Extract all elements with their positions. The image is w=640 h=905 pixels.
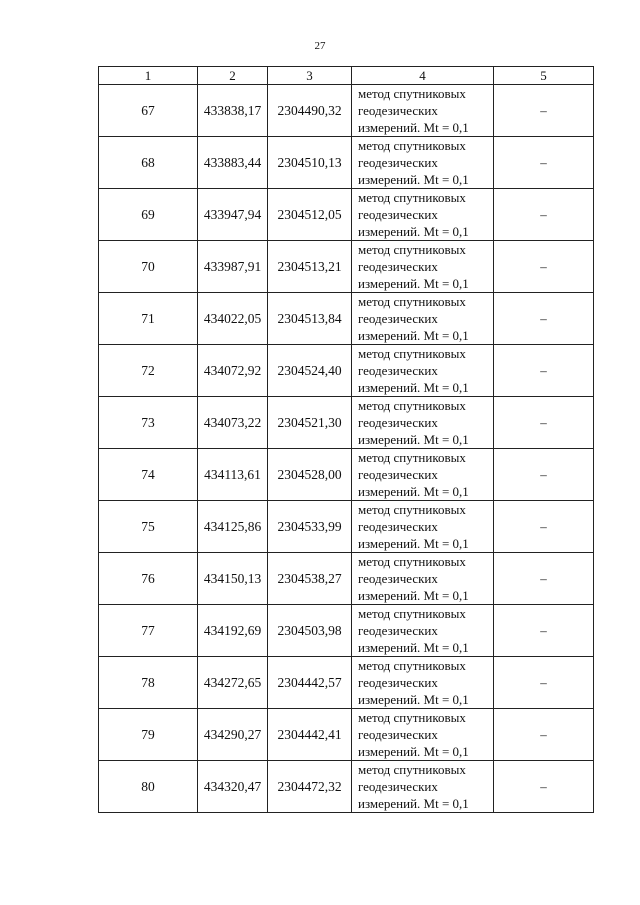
header-col-3: 3 bbox=[268, 67, 352, 85]
column-5-cell: – bbox=[494, 501, 594, 553]
method-text-line: метод спутниковых bbox=[358, 554, 466, 569]
table-row bbox=[99, 761, 594, 813]
page-number: 27 bbox=[314, 40, 326, 52]
method-text-line: измерений. Mt = 0,1 bbox=[358, 692, 469, 707]
header-col-5: 5 bbox=[494, 67, 594, 85]
method-text-line: геодезических bbox=[358, 675, 438, 690]
column-5-cell: – bbox=[494, 605, 594, 657]
method-cell bbox=[352, 657, 494, 709]
method-cell bbox=[352, 241, 494, 293]
method-text-line: геодезических bbox=[358, 779, 438, 794]
x-coordinate-cell: 433883,44 bbox=[198, 137, 268, 189]
table-row bbox=[99, 137, 594, 189]
method-text-line: измерений. Mt = 0,1 bbox=[358, 172, 469, 187]
x-coordinate-cell: 433838,17 bbox=[198, 85, 268, 137]
column-5-cell: – bbox=[494, 189, 594, 241]
y-coordinate-cell: 2304472,32 bbox=[268, 761, 352, 813]
point-number-cell: 75 bbox=[99, 501, 198, 553]
table-row bbox=[99, 709, 594, 761]
method-text-line: измерений. Mt = 0,1 bbox=[358, 536, 469, 551]
method-text-line: измерений. Mt = 0,1 bbox=[358, 380, 469, 395]
column-5-cell: – bbox=[494, 137, 594, 189]
y-coordinate-cell: 2304513,21 bbox=[268, 241, 352, 293]
method-text-line: геодезических bbox=[358, 519, 438, 534]
table-body bbox=[99, 85, 594, 813]
column-5-cell: – bbox=[494, 345, 594, 397]
method-text-line: геодезических bbox=[358, 155, 438, 170]
method-text-line: геодезических bbox=[358, 467, 438, 482]
column-5-cell: – bbox=[494, 293, 594, 345]
method-cell bbox=[352, 553, 494, 605]
point-number-cell: 71 bbox=[99, 293, 198, 345]
point-number-cell: 79 bbox=[99, 709, 198, 761]
y-coordinate-cell: 2304513,84 bbox=[268, 293, 352, 345]
method-text-line: метод спутниковых bbox=[358, 294, 466, 309]
point-number-cell: 72 bbox=[99, 345, 198, 397]
point-number-cell: 77 bbox=[99, 605, 198, 657]
y-coordinate-cell: 2304512,05 bbox=[268, 189, 352, 241]
x-coordinate-cell: 434113,61 bbox=[198, 449, 268, 501]
y-coordinate-cell: 2304510,13 bbox=[268, 137, 352, 189]
method-text-line: метод спутниковых bbox=[358, 450, 466, 465]
method-text-line: метод спутниковых bbox=[358, 658, 466, 673]
method-text-line: геодезических bbox=[358, 259, 438, 274]
y-coordinate-cell: 2304442,41 bbox=[268, 709, 352, 761]
method-cell bbox=[352, 85, 494, 137]
table-header-row bbox=[99, 67, 594, 85]
table-row bbox=[99, 85, 594, 137]
method-cell bbox=[352, 137, 494, 189]
x-coordinate-cell: 434290,27 bbox=[198, 709, 268, 761]
method-text-line: метод спутниковых bbox=[358, 190, 466, 205]
method-cell bbox=[352, 189, 494, 241]
point-number-cell: 74 bbox=[99, 449, 198, 501]
column-5-cell: – bbox=[494, 241, 594, 293]
x-coordinate-cell: 434022,05 bbox=[198, 293, 268, 345]
header-col-2: 2 bbox=[198, 67, 268, 85]
method-text-line: измерений. Mt = 0,1 bbox=[358, 484, 469, 499]
table-row bbox=[99, 553, 594, 605]
method-text-line: геодезических bbox=[358, 727, 438, 742]
column-5-cell: – bbox=[494, 709, 594, 761]
table-row bbox=[99, 449, 594, 501]
method-text-line: метод спутниковых bbox=[358, 762, 466, 777]
header-col-4: 4 bbox=[352, 67, 494, 85]
method-text-line: измерений. Mt = 0,1 bbox=[358, 432, 469, 447]
table-row bbox=[99, 293, 594, 345]
method-text-line: измерений. Mt = 0,1 bbox=[358, 224, 469, 239]
method-text-line: геодезических bbox=[358, 311, 438, 326]
method-text-line: метод спутниковых bbox=[358, 606, 466, 621]
method-text-line: измерений. Mt = 0,1 bbox=[358, 328, 469, 343]
column-5-cell: – bbox=[494, 85, 594, 137]
method-cell bbox=[352, 605, 494, 657]
table-row bbox=[99, 397, 594, 449]
header-col-1: 1 bbox=[99, 67, 198, 85]
method-text-line: измерений. Mt = 0,1 bbox=[358, 588, 469, 603]
method-cell bbox=[352, 761, 494, 813]
method-text-line: геодезических bbox=[358, 623, 438, 638]
method-text-line: измерений. Mt = 0,1 bbox=[358, 640, 469, 655]
point-number-cell: 67 bbox=[99, 85, 198, 137]
y-coordinate-cell: 2304538,27 bbox=[268, 553, 352, 605]
point-number-cell: 69 bbox=[99, 189, 198, 241]
method-cell bbox=[352, 293, 494, 345]
point-number-cell: 76 bbox=[99, 553, 198, 605]
column-5-cell: – bbox=[494, 397, 594, 449]
y-coordinate-cell: 2304503,98 bbox=[268, 605, 352, 657]
table-row bbox=[99, 189, 594, 241]
point-number-cell: 70 bbox=[99, 241, 198, 293]
method-text-line: измерений. Mt = 0,1 bbox=[358, 120, 469, 135]
method-cell bbox=[352, 709, 494, 761]
x-coordinate-cell: 434272,65 bbox=[198, 657, 268, 709]
method-text-line: измерений. Mt = 0,1 bbox=[358, 276, 469, 291]
x-coordinate-cell: 434150,13 bbox=[198, 553, 268, 605]
method-text-line: измерений. Mt = 0,1 bbox=[358, 796, 469, 811]
method-text-line: измерений. Mt = 0,1 bbox=[358, 744, 469, 759]
x-coordinate-cell: 434192,69 bbox=[198, 605, 268, 657]
method-text-line: метод спутниковых bbox=[358, 346, 466, 361]
method-text-line: геодезических bbox=[358, 363, 438, 378]
method-cell bbox=[352, 397, 494, 449]
y-coordinate-cell: 2304442,57 bbox=[268, 657, 352, 709]
y-coordinate-cell: 2304524,40 bbox=[268, 345, 352, 397]
x-coordinate-cell: 433987,91 bbox=[198, 241, 268, 293]
method-cell bbox=[352, 345, 494, 397]
point-number-cell: 73 bbox=[99, 397, 198, 449]
point-number-cell: 78 bbox=[99, 657, 198, 709]
x-coordinate-cell: 433947,94 bbox=[198, 189, 268, 241]
y-coordinate-cell: 2304528,00 bbox=[268, 449, 352, 501]
method-cell bbox=[352, 449, 494, 501]
method-text-line: метод спутниковых bbox=[358, 242, 466, 257]
y-coordinate-cell: 2304490,32 bbox=[268, 85, 352, 137]
method-text-line: метод спутниковых bbox=[358, 502, 466, 517]
method-text-line: метод спутниковых bbox=[358, 86, 466, 101]
x-coordinate-cell: 434125,86 bbox=[198, 501, 268, 553]
method-text-line: метод спутниковых bbox=[358, 138, 466, 153]
coordinates-table bbox=[98, 66, 594, 813]
method-cell bbox=[352, 501, 494, 553]
column-5-cell: – bbox=[494, 657, 594, 709]
table-row bbox=[99, 345, 594, 397]
method-text-line: геодезических bbox=[358, 415, 438, 430]
point-number-cell: 68 bbox=[99, 137, 198, 189]
method-text-line: геодезических bbox=[358, 571, 438, 586]
table-row bbox=[99, 605, 594, 657]
y-coordinate-cell: 2304533,99 bbox=[268, 501, 352, 553]
table-row bbox=[99, 241, 594, 293]
column-5-cell: – bbox=[494, 553, 594, 605]
x-coordinate-cell: 434320,47 bbox=[198, 761, 268, 813]
table-row bbox=[99, 657, 594, 709]
point-number-cell: 80 bbox=[99, 761, 198, 813]
x-coordinate-cell: 434073,22 bbox=[198, 397, 268, 449]
method-text-line: метод спутниковых bbox=[358, 710, 466, 725]
x-coordinate-cell: 434072,92 bbox=[198, 345, 268, 397]
table-row bbox=[99, 501, 594, 553]
column-5-cell: – bbox=[494, 761, 594, 813]
method-text-line: геодезических bbox=[358, 103, 438, 118]
method-text-line: метод спутниковых bbox=[358, 398, 466, 413]
y-coordinate-cell: 2304521,30 bbox=[268, 397, 352, 449]
column-5-cell: – bbox=[494, 449, 594, 501]
method-text-line: геодезических bbox=[358, 207, 438, 222]
